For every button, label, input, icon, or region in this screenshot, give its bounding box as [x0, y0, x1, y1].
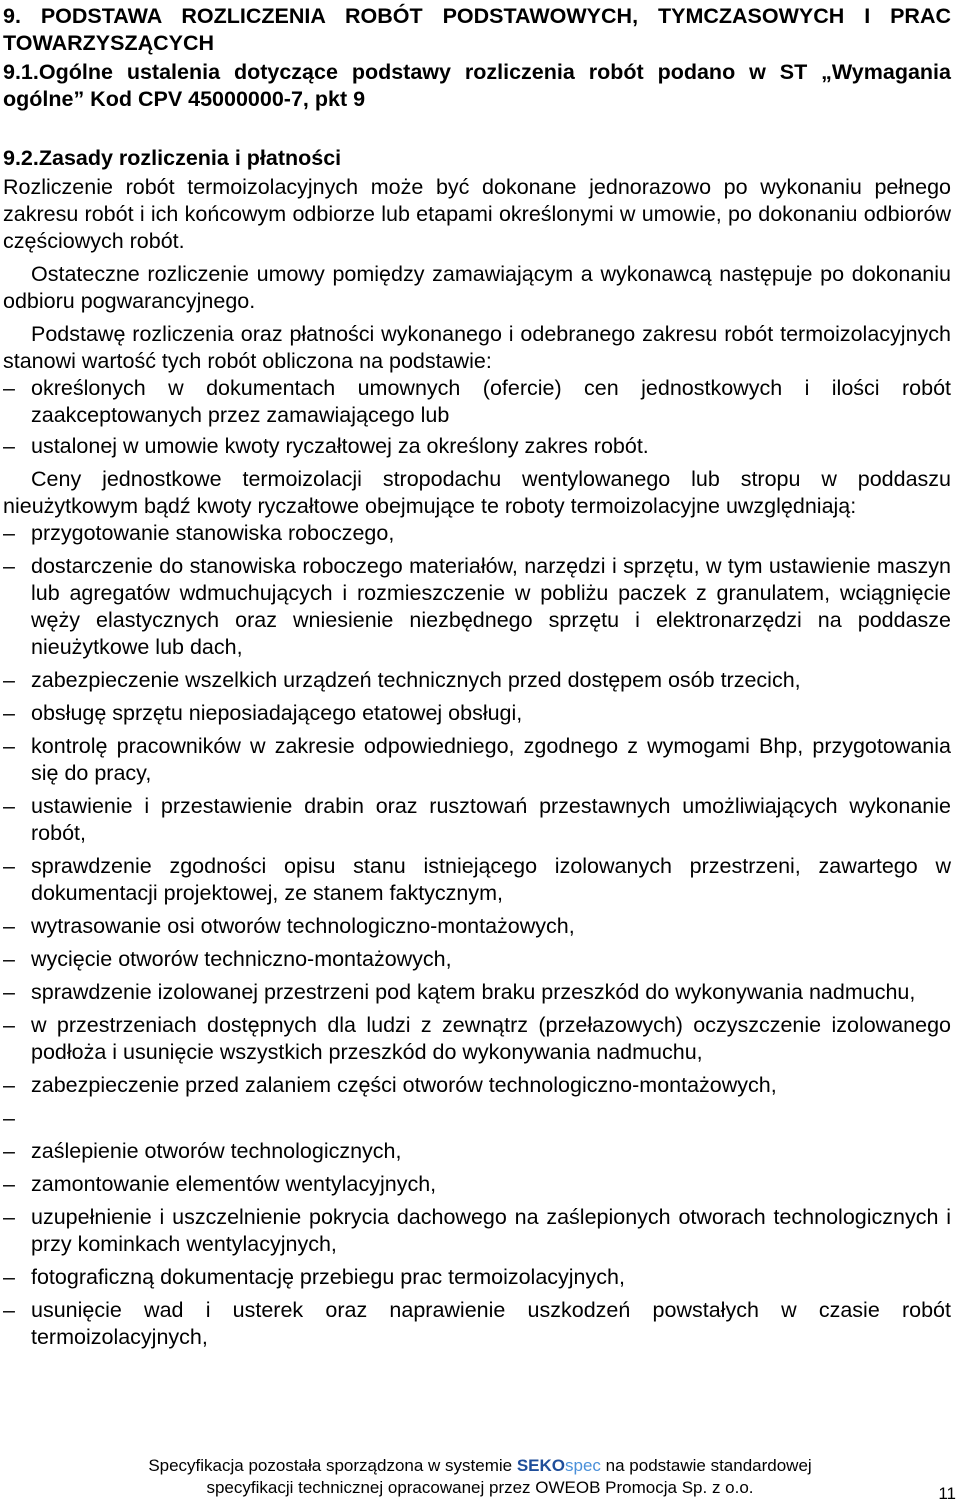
- list-item-text: uzupełnienie i uszczelnienie pokrycia dachowego na zaślepionych otworach technologicznych i przy kominkach wentylacyjnych,: [31, 1205, 951, 1256]
- scope-list: [3, 520, 951, 1351]
- dash-bullet: –: [3, 521, 15, 545]
- dash-bullet: –: [3, 1139, 15, 1163]
- dash-bullet: –: [3, 1172, 15, 1196]
- footer-line-2: specyfikacji technicznej opracowanej przez OWEOB Promocja Sp. z o.o.: [206, 1478, 754, 1497]
- list-item-text: zabezpieczenie wszelkich urządzeń technicznych przed dostępem osób trzecich,: [31, 668, 801, 692]
- paragraph-final-settlement: Ostateczne rozliczenie umowy pomiędzy zamawiającym a wykonawcą następuje po dokonaniu odbioru pogwarancyjnego.: [3, 262, 951, 313]
- list-item-text: fotograficzną dokumentację przebiegu prac termoizolacyjnych,: [31, 1265, 625, 1289]
- list-item-text: sprawdzenie zgodności opisu stanu istniejącego izolowanych przestrzeni, zawartego w dokumentacji projektowej, ze stanem faktycznym,: [31, 854, 951, 905]
- list-item-text: sprawdzenie izolowanej przestrzeni pod kątem braku przeszkód do wykonywania nadmuchu,: [31, 980, 916, 1004]
- paragraph-unit-prices: Ceny jednostkowe termoizolacji stropodachu wentylowanego lub stropu w poddaszu nieużytkowym bądź kwoty ryczałtowe obejmujące te roboty termoizolacyjne uwzględniają:: [3, 467, 951, 518]
- footer-text: Specyfikacja pozostała sporządzona w systemie: [148, 1456, 517, 1475]
- dash-bullet: –: [3, 701, 15, 725]
- dash-bullet: –: [3, 734, 15, 758]
- list-item-text: obsługę sprzętu nieposiadającego etatowej obsługi,: [31, 701, 523, 725]
- list-item: [3, 1264, 951, 1291]
- list-item-text: ustalonej w umowie kwoty ryczałtowej za określony zakres robót.: [31, 434, 649, 458]
- list-item: [3, 853, 951, 907]
- section-9-2-heading: 9.2.Zasady rozliczenia i płatności: [3, 146, 342, 170]
- list-item-text: w przestrzeniach dostępnych dla ludzi z zewnątrz (przełazowych) oczyszczenie izolowanego podłoża i usunięcie wszystkich przeszkód do wykonywania nadmuchu,: [31, 1013, 951, 1064]
- list-item: [3, 700, 951, 727]
- list-item-text: wycięcie otworów techniczno-montażowych,: [31, 947, 452, 971]
- page-footer: [0, 1455, 960, 1499]
- dash-bullet: –: [3, 980, 15, 1004]
- dash-bullet: –: [3, 1073, 15, 1097]
- list-item: [3, 667, 951, 694]
- dash-bullet: –: [3, 554, 15, 578]
- footer-text: na podstawie standardowej: [600, 1456, 812, 1475]
- dash-bullet: –: [3, 376, 15, 400]
- dash-bullet: –: [3, 668, 15, 692]
- dash-bullet: –: [3, 1106, 15, 1130]
- list-item-text: zamontowanie elementów wentylacyjnych,: [31, 1172, 437, 1196]
- dash-bullet: –: [3, 1265, 15, 1289]
- list-item: [3, 553, 951, 661]
- footer-line-1: [0, 1455, 960, 1477]
- spec-brand: spec: [565, 1456, 601, 1475]
- list-item: [3, 1297, 951, 1351]
- list-item: [3, 946, 951, 973]
- dash-bullet: –: [3, 434, 15, 458]
- paragraph-payment-basis: Podstawę rozliczenia oraz płatności wykonanego i odebranego zakresu robót termoizolacyjnych stanowi wartość tych robót obliczona na podstawie:: [3, 322, 951, 373]
- section-9-heading: 9. PODSTAWA ROZLICZENIA ROBÓT PODSTAWOWYCH, TYMCZASOWYCH I PRAC TOWARZYSZĄCYCH: [3, 4, 951, 55]
- list-item: [3, 1105, 951, 1132]
- dash-bullet: –: [3, 1205, 15, 1229]
- list-item-text: określonych w dokumentach umownych (ofercie) cen jednostkowych i ilości robót zaakceptowanych przez zamawiającego lub: [31, 376, 951, 427]
- list-item: [3, 433, 951, 460]
- list-item-text: zabezpieczenie przed zalaniem części otworów technologiczno-montażowych,: [31, 1073, 777, 1097]
- list-item: [3, 1171, 951, 1198]
- list-item: [3, 520, 951, 547]
- dash-bullet: –: [3, 914, 15, 938]
- list-item-text: usunięcie wad i usterek oraz naprawienie uszkodzeń powstałych w czasie robót termoizolacyjnych,: [31, 1298, 951, 1349]
- dash-bullet: –: [3, 794, 15, 818]
- list-item-text: kontrolę pracowników w zakresie odpowiedniego, zgodnego z wymogami Bhp, przygotowania się do pracy,: [31, 734, 951, 785]
- list-item: [3, 1204, 951, 1258]
- seko-brand: SEKO: [516, 1456, 566, 1475]
- list-item: [3, 733, 951, 787]
- list-item-text: wytrasowanie osi otworów technologiczno-montażowych,: [31, 914, 575, 938]
- list-item: [3, 979, 951, 1006]
- list-item-text: zaślepienie otworów technologicznych,: [31, 1139, 402, 1163]
- dash-bullet: –: [3, 1298, 15, 1322]
- dash-bullet: –: [3, 947, 15, 971]
- basis-list: [3, 375, 951, 460]
- list-item-text: dostarczenie do stanowiska roboczego materiałów, narzędzi i sprzętu, w tym ustawienie maszyn lub agregatów wdmuchujących i rozmieszczenie w pobliżu paczek z granulatem, wciągnięcie węży elastycznych oraz wniesienie niezbędnego sprzętu i elektronarzędzi na poddasze nieużytkowe lub dach,: [31, 554, 951, 659]
- section-9-1-heading: 9.1.Ogólne ustalenia dotyczące podstawy rozliczenia robót podano w ST „Wymagania ogólne” Kod CPV 45000000-7, pkt 9: [3, 60, 951, 111]
- list-item: [3, 913, 951, 940]
- list-item: [3, 1072, 951, 1099]
- list-item: [3, 793, 951, 847]
- dash-bullet: –: [3, 1013, 15, 1037]
- list-item-text: ustawienie i przestawienie drabin oraz rusztowań przestawnych umożliwiających wykonanie robót,: [31, 794, 951, 845]
- dash-bullet: –: [3, 854, 15, 878]
- list-item: [3, 375, 951, 429]
- list-item: [3, 1012, 951, 1066]
- document-page: [3, 3, 951, 1357]
- list-item-text: przygotowanie stanowiska roboczego,: [31, 521, 395, 545]
- list-item: [3, 1138, 951, 1165]
- page-number: 11: [938, 1484, 956, 1503]
- paragraph-settlement: Rozliczenie robót termoizolacyjnych może być dokonane jednorazowo po wykonaniu pełnego zakresu robót i ich końcowym odbiorze lub etapami określonymi w umowie, po dokonaniu odbiorów częściowych robót.: [3, 175, 951, 253]
